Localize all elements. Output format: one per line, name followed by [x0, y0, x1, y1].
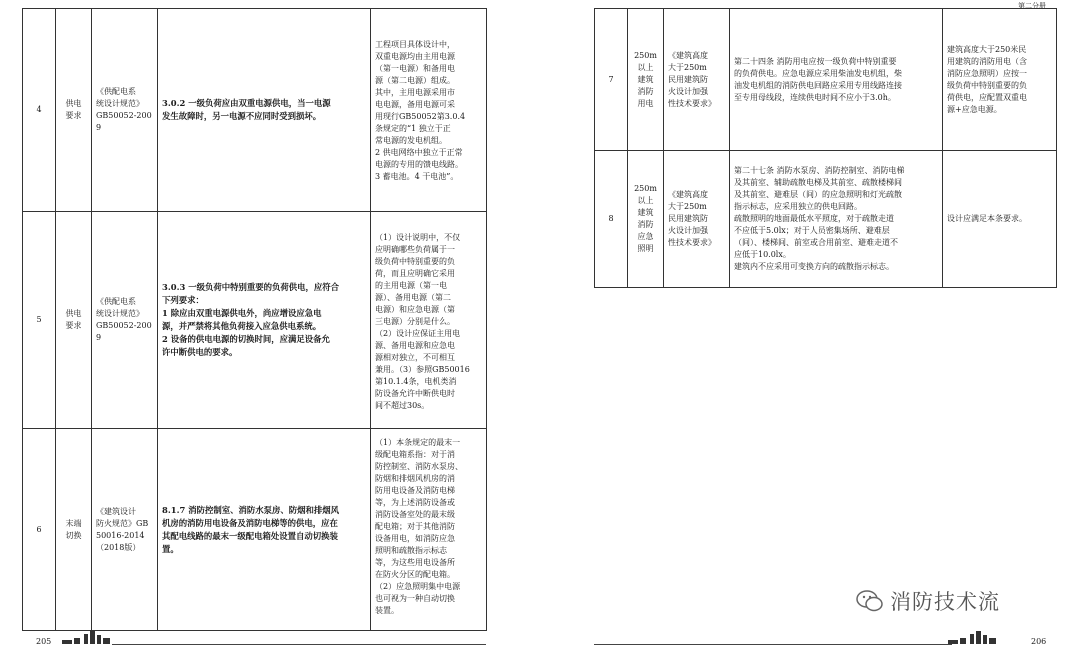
row-number: 4	[23, 9, 56, 212]
footer-rule-left	[112, 644, 486, 645]
footer-rule-right	[594, 644, 952, 645]
right-page-table	[594, 8, 1057, 288]
left-page-table	[22, 8, 487, 631]
category-cell: 250m 以上 建筑 消防 应急 照明	[628, 151, 664, 288]
table-row	[23, 429, 487, 631]
note-cell: 工程项目具体设计中， 双重电源均由主用电源 （第一电源）和备用电 源（第二电源）组成。 其中，主用电源采用市 电电源，备用电源可采 用现行GB50052第3.0.4 条规定的“1 独立于正 常电源的发电机组。 2 供电网络中独立于正常 电源的专用的馈电线路。 3 蓄电池。4 干电池”。	[371, 9, 487, 212]
note-cell: （1）本条规定的最末一 级配电箱系指：对于消 防控制室、消防水泵房、 防烟和排烟风机房的消 防用电设备及消防电梯 等，为上述消防设备或 消防设备室处的最末级 配电箱；对于其他消防 设备用电，如消防应急 照明和疏散指示标志 等，为这些用电设备所 在防火分区的配电箱。 （2）应急照明集中电源 也可视为一种自动切换 装置。	[371, 429, 487, 631]
note-cell: （1）设计说明中，不仅 应明确哪些负荷属于一 级负荷中特别重要的负 荷，而且应明确它采用 的主用电源（第一电 源）、备用电源（第二 电源）和应急电源（第 三电源）分别是什么。 （2）设计应保证主用电 源、备用电源和应急电 源相对独立，不可相互 兼用。（3）参照GB50016 第10.1.4条，电机类消 防设备允许中断供电时 间不超过30s。	[371, 212, 487, 429]
table-row	[595, 151, 1057, 288]
clause-cell: 第二十七条 消防水泵房、消防控制室、消防电梯 及其前室、辅助疏散电梯及其前室、疏散楼梯间 及其前室、避难层（间）的应急照明和灯光疏散 指示标志，应采用独立的供电回路。 疏散照明的地面最低水平照度，对于疏散走道 不应低于5.0lx；对于人员密集场所、避难层 （间）、楼梯间、前室或合用前室、避难走道不 应低于10.0lx。 建筑内不应采用可变换方向的疏散指示标志。	[730, 151, 943, 288]
standard-cell: 《供配电系 统设计规范》 GB50052-2009	[92, 212, 158, 429]
page-number-left: 205	[36, 637, 52, 646]
skyline-ornament	[948, 630, 1028, 646]
category-cell: 供电 要求	[56, 212, 92, 429]
row-number: 5	[23, 212, 56, 429]
table-row	[23, 9, 487, 212]
table-row	[595, 9, 1057, 151]
note-cell: 设计应满足本条要求。	[943, 151, 1057, 288]
clause-cell: 第二十四条 消防用电应按一级负荷中特别重要 的负荷供电。应急电源应采用柴油发电机组，柴 油发电机组的消防供电回路应采用专用线路连接 至专用母线段，连续供电时间不应小于3.0h。	[730, 9, 943, 151]
row-number: 8	[595, 151, 628, 288]
watermark	[856, 586, 1000, 616]
note-cell: 建筑高度大于250米民 用建筑的消防用电（含 消防应急照明）应按一 级负荷中特别重要的负 荷供电，应配置双重电 源+应急电源。	[943, 9, 1057, 151]
standard-cell: 《建筑高度 大于250m 民用建筑防 火设计加强 性技术要求》	[664, 151, 730, 288]
standard-cell: 《供配电系 统设计规范》 GB50052-2009	[92, 9, 158, 212]
watermark-text: 消防技术流	[890, 590, 1000, 614]
clause-cell: 3.0.2 一级负荷应由双重电源供电，当一电源 发生故障时，另一电源不应同时受到损坏。	[158, 9, 371, 212]
table-row	[23, 212, 487, 429]
standard-cell: 《建筑设计 防火规范》GB 50016-2014 （2018版）	[92, 429, 158, 631]
clause-cell: 8.1.7 消防控制室、消防水泵房、防烟和排烟风 机房的消防用电设备及消防电梯等的供电，应在 其配电线路的最末一级配电箱处设置自动切换装 置。	[158, 429, 371, 631]
category-cell: 250m 以上 建筑 消防 用电	[628, 9, 664, 151]
row-number: 7	[595, 9, 628, 151]
standard-cell: 《建筑高度 大于250m 民用建筑防 火设计加强 性技术要求》	[664, 9, 730, 151]
category-cell: 供电 要求	[56, 9, 92, 212]
clause-cell: 3.0.3 一级负荷中特别重要的负荷供电，应符合 下列要求： 1 除应由双重电源供电外，尚应增设应急电 源，并严禁将其他负荷接入应急供电系统。 2 设备的供电电源的切换时间，应满足设备允 许中断供电的要求。	[158, 212, 371, 429]
category-cell: 末端 切换	[56, 429, 92, 631]
page-number-right: 206	[1031, 637, 1047, 646]
wechat-icon	[856, 589, 884, 613]
section-header: 第二分册	[1018, 2, 1046, 10]
row-number: 6	[23, 429, 56, 631]
